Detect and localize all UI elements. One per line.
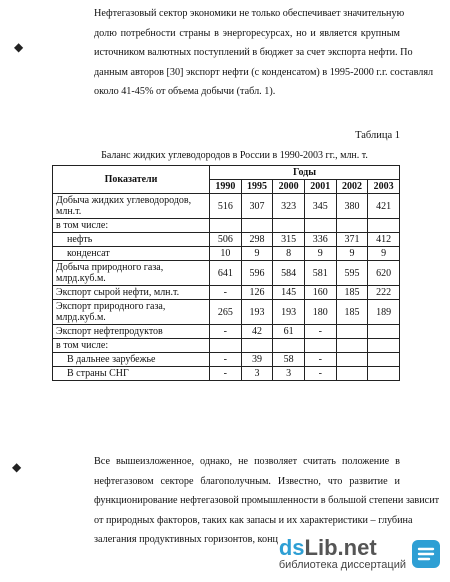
table-row (53, 300, 400, 325)
table-row (53, 261, 400, 286)
text-line: от природных факторов, таких как запасы и их характеристики – глубина (94, 514, 413, 526)
table-cell: - (210, 286, 242, 300)
table-cell (336, 325, 368, 339)
table-row (53, 353, 400, 367)
table-cell: - (304, 353, 336, 367)
year-header: 2001 (304, 180, 336, 194)
table-caption: Баланс жидких углеводородов в России в 1990-2003 гг., млн. т. (101, 150, 368, 161)
dslib-logo-icon (408, 536, 444, 572)
table-cell: 516 (210, 194, 242, 219)
row-label: Добыча жидких углеводородов, млн.т. (53, 194, 210, 219)
table-cell: 9 (368, 247, 400, 261)
table-cell: 620 (368, 261, 400, 286)
table-body (53, 194, 400, 381)
row-label: конденсат (53, 247, 210, 261)
table-cell (336, 219, 368, 233)
header-years: Годы (210, 166, 400, 180)
table-row (53, 339, 400, 353)
text-line: источником валютных поступлений в бюджет за счет экспорта нефти. По (94, 47, 413, 59)
table-cell: 336 (304, 233, 336, 247)
table-cell: 180 (304, 300, 336, 325)
table-cell: 222 (368, 286, 400, 300)
table-cell: 584 (273, 261, 305, 286)
table-cell: 412 (368, 233, 400, 247)
table-cell: 596 (241, 261, 273, 286)
text-line: долю потребности страны в энергоресурсах, но и является крупным (94, 27, 400, 39)
table-cell (273, 339, 305, 353)
table-cell (304, 339, 336, 353)
table-cell (241, 219, 273, 233)
year-header: 2003 (368, 180, 400, 194)
table-cell (368, 339, 400, 353)
table-cell: 9 (241, 247, 273, 261)
table-cell: 10 (210, 247, 242, 261)
table-row (53, 194, 400, 219)
text-line: функционирование нефтегазовой промышленности в большой степени зависит (94, 495, 440, 507)
year-header: 2002 (336, 180, 368, 194)
table-cell (304, 219, 336, 233)
table-cell (273, 219, 305, 233)
table-cell: 126 (241, 286, 273, 300)
table-cell: 193 (273, 300, 305, 325)
watermark[interactable] (279, 536, 444, 572)
table-cell: 506 (210, 233, 242, 247)
row-label: Экспорт нефтепродуктов (53, 325, 210, 339)
table-cell: - (210, 367, 242, 381)
header-indicators: Показатели (53, 166, 210, 194)
row-label: в том числе: (53, 339, 210, 353)
table-cell: 581 (304, 261, 336, 286)
text-line: данным авторов [30] экспорт нефти (с конденсатом) в 1995-2000 г.г. составлял (94, 66, 434, 78)
text-line: около 41-45% от объема добычи (табл. 1). (94, 86, 276, 98)
row-label: В дальнее зарубежье (53, 353, 210, 367)
table-cell: 323 (273, 194, 305, 219)
text-line: Все вышеизложенное, однако, не позволяет считать положение в (94, 456, 400, 467)
table-cell: 3 (273, 367, 305, 381)
table-cell: 189 (368, 300, 400, 325)
table-cell: - (304, 325, 336, 339)
table-row (53, 286, 400, 300)
table-cell: - (210, 353, 242, 367)
table-cell: - (304, 367, 336, 381)
table-cell (336, 339, 368, 353)
year-header: 1995 (241, 180, 273, 194)
table-cell (336, 353, 368, 367)
table-cell: 39 (241, 353, 273, 367)
table-cell (368, 353, 400, 367)
watermark-brand: dsLib.net (278, 534, 377, 560)
text-line: Нефтегазовый сектор экономики не только обеспечивает значительную (94, 8, 405, 19)
table-cell: 9 (336, 247, 368, 261)
table-cell (368, 219, 400, 233)
table-cell: 61 (273, 325, 305, 339)
table-cell: 298 (241, 233, 273, 247)
table-row (53, 233, 400, 247)
table-number: Таблица 1 (355, 130, 400, 141)
table-cell (210, 339, 242, 353)
table-cell: 315 (273, 233, 305, 247)
row-label: нефть (53, 233, 210, 247)
table-cell: 345 (304, 194, 336, 219)
row-label: Экспорт природного газа, млрд.куб.м. (53, 300, 210, 325)
table-cell: - (210, 325, 242, 339)
text-line: залегания продуктивных горизонтов, конц (94, 534, 278, 546)
table-cell: 371 (336, 233, 368, 247)
intro-paragraph (70, 4, 434, 102)
table-cell: 595 (336, 261, 368, 286)
text-line: нефтегазовом секторе благополучным. Известно, что развитие и (94, 475, 400, 487)
table-cell: 193 (241, 300, 273, 325)
table-cell: 160 (304, 286, 336, 300)
table-cell: 42 (241, 325, 273, 339)
table-cell: 9 (304, 247, 336, 261)
table-cell (210, 219, 242, 233)
table-row (53, 219, 400, 233)
row-label: Добыча природного газа, млрд.куб.м. (53, 261, 210, 286)
table-cell: 307 (241, 194, 273, 219)
table-cell: 145 (273, 286, 305, 300)
table-cell: 3 (241, 367, 273, 381)
table-cell (241, 339, 273, 353)
bullet-mark-icon: ◆ (14, 40, 24, 54)
table-cell: 641 (210, 261, 242, 286)
table-row (53, 325, 400, 339)
table-cell (368, 325, 400, 339)
row-label: Экспорт сырой нефти, млн.т. (53, 286, 210, 300)
table-cell: 185 (336, 286, 368, 300)
table-cell: 8 (273, 247, 305, 261)
row-label: В страны СНГ (53, 367, 210, 381)
balance-table (52, 165, 400, 381)
table-row (53, 247, 400, 261)
table-cell (336, 367, 368, 381)
year-header: 2000 (273, 180, 305, 194)
table-cell (368, 367, 400, 381)
table-row (53, 367, 400, 381)
table-cell: 265 (210, 300, 242, 325)
table-header-row (53, 166, 400, 180)
table-cell: 185 (336, 300, 368, 325)
table-cell: 421 (368, 194, 400, 219)
bullet-mark-icon: ◆ (12, 460, 22, 474)
table-cell: 380 (336, 194, 368, 219)
table-cell: 58 (273, 353, 305, 367)
year-header: 1990 (210, 180, 242, 194)
row-label: в том числе: (53, 219, 210, 233)
watermark-subtitle: библиотека диссертаций (278, 558, 406, 571)
